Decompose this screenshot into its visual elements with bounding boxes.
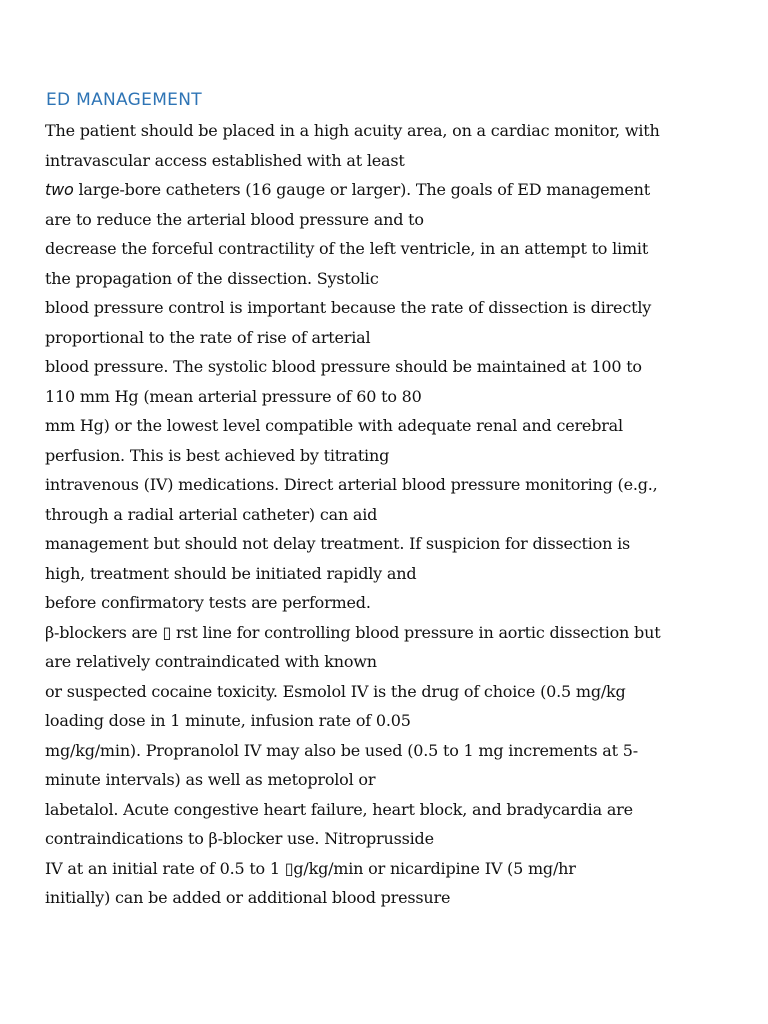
body-paragraph <box>45 116 745 913</box>
line-text: initially) can be added or additional blood pressure <box>45 888 451 907</box>
text-line <box>45 824 745 854</box>
text-line <box>45 116 745 146</box>
text-line <box>45 293 745 323</box>
text-line <box>45 559 745 589</box>
line-text: minute intervals) as well as metoprolol or <box>45 770 376 789</box>
line-text: before confirmatory tests are performed. <box>45 593 371 612</box>
text-line <box>45 529 745 559</box>
text-line <box>45 441 745 471</box>
section-heading: ED MANAGEMENT <box>46 90 202 110</box>
emphasized-word: two <box>45 180 74 199</box>
text-line <box>45 323 745 353</box>
text-line <box>45 352 745 382</box>
text-line <box>45 677 745 707</box>
text-line <box>45 647 745 677</box>
line-text: labetalol. Acute congestive heart failure, heart block, and bradycardia are <box>45 799 633 819</box>
line-text: mm Hg) or the lowest level compatible with adequate renal and cerebral <box>45 416 623 435</box>
text-line <box>45 411 745 441</box>
text-line <box>45 175 745 205</box>
line-text: The patient should be placed in a high acuity area, on a cardiac monitor, with <box>45 121 660 140</box>
line-text: blood pressure. The systolic blood pressure should be maintained at 100 to <box>45 357 642 376</box>
line-text: perfusion. This is best achieved by titrating <box>45 445 390 465</box>
text-line <box>45 883 745 913</box>
line-text: through a radial arterial catheter) can aid <box>45 504 378 524</box>
line-text: or suspected cocaine toxicity. Esmolol IV is the drug of choice (0.5 mg/kg <box>45 681 626 701</box>
text-line <box>45 854 745 884</box>
text-line <box>45 146 745 176</box>
text-line <box>45 618 745 648</box>
line-text: 110 mm Hg (mean arterial pressure of 60 to 80 <box>45 386 422 406</box>
line-text: proportional to the rate of rise of arterial <box>45 327 371 347</box>
line-text: the propagation of the dissection. Systolic <box>45 268 379 288</box>
text-line <box>45 795 745 825</box>
line-text: are to reduce the arterial blood pressure and to <box>45 209 424 229</box>
text-line <box>45 706 745 736</box>
line-text: IV at an initial rate of 0.5 to 1 ▯g/kg/min or nicardipine IV (5 mg/hr <box>45 858 576 878</box>
line-text: large-bore catheters (16 gauge or larger). The goals of ED management <box>73 180 650 199</box>
line-text: mg/kg/min). Propranolol IV may also be used (0.5 to 1 mg increments at 5- <box>45 740 638 760</box>
text-line <box>45 234 745 264</box>
text-line <box>45 205 745 235</box>
text-line <box>45 736 745 766</box>
text-line <box>45 264 745 294</box>
line-text: are relatively contraindicated with known <box>45 652 377 671</box>
text-line <box>45 588 745 618</box>
text-line <box>45 470 745 500</box>
line-text: β-blockers are ▯ rst line for controlling blood pressure in aortic dissection but <box>45 622 661 642</box>
line-text: loading dose in 1 minute, infusion rate of 0.05 <box>45 711 411 730</box>
line-text: management but should not delay treatment. If suspicion for dissection is <box>45 534 631 553</box>
line-text: high, treatment should be initiated rapidly and <box>45 563 417 583</box>
text-line <box>45 500 745 530</box>
text-line <box>45 382 745 412</box>
text-line <box>45 765 745 795</box>
line-text: contraindications to β-blocker use. Nitroprusside <box>45 829 434 848</box>
line-text: decrease the forceful contractility of the left ventricle, in an attempt to limit <box>45 239 649 258</box>
line-text: blood pressure control is important because the rate of dissection is directly <box>45 298 652 317</box>
line-text: intravascular access established with at least <box>45 150 405 170</box>
line-text: intravenous (IV) medications. Direct arterial blood pressure monitoring (e.g., <box>45 475 658 494</box>
